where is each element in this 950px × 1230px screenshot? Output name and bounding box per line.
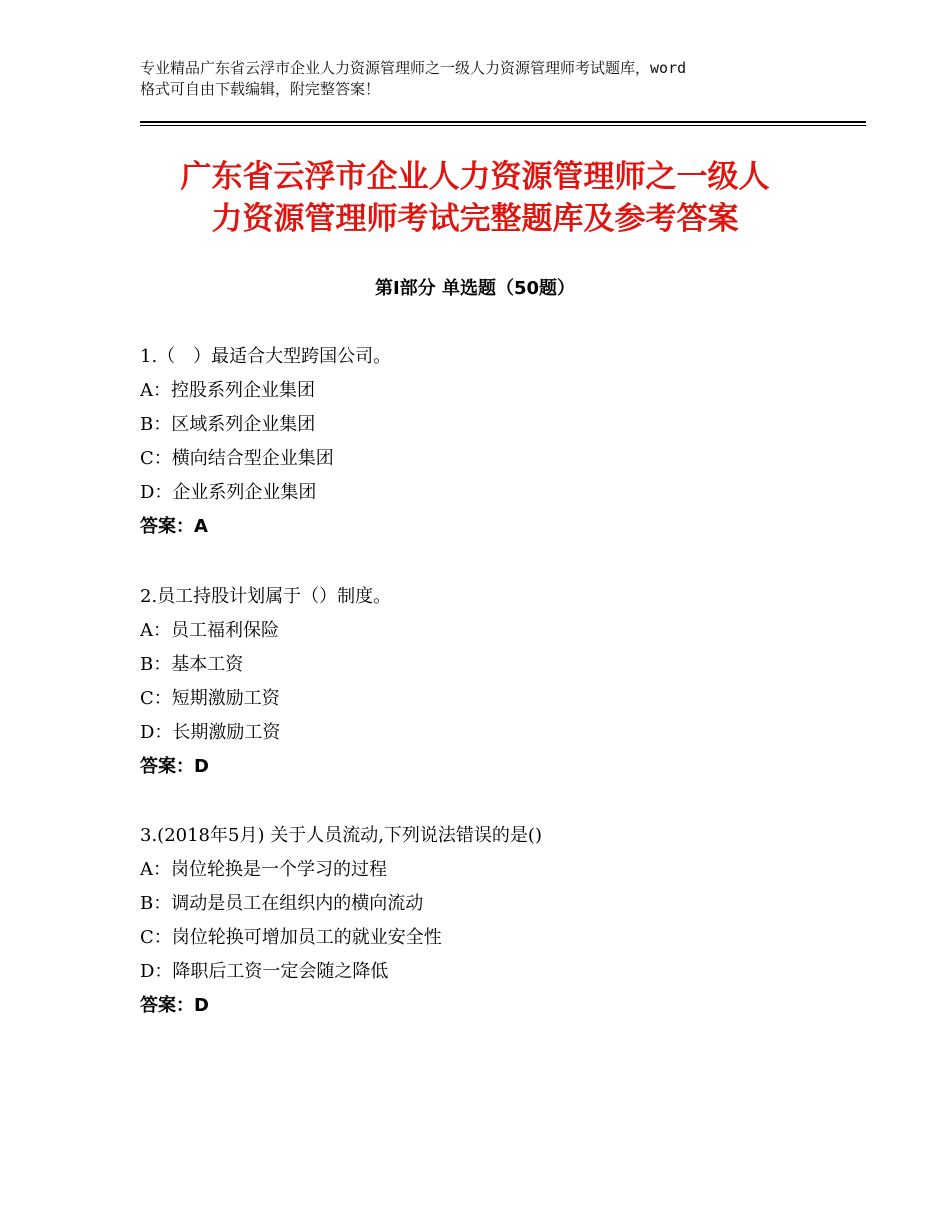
option-d: D：降职后工资一定会随之降低 bbox=[140, 961, 389, 982]
option-a: A：控股系列企业集团 bbox=[140, 380, 315, 401]
header-note bbox=[140, 58, 830, 100]
question-stem: 1.（ ）最适合大型跨国公司。 bbox=[140, 346, 392, 367]
header-divider-thick bbox=[140, 121, 866, 123]
option-c: C：横向结合型企业集团 bbox=[140, 448, 334, 469]
question-stem: 3.(2018年5月) 关于人员流动,下列说法错误的是() bbox=[140, 825, 542, 846]
option-c: C：岗位轮换可增加员工的就业安全性 bbox=[140, 927, 442, 948]
section-heading: 第Ⅰ部分 单选题（50题） bbox=[374, 278, 575, 299]
option-b: B：基本工资 bbox=[140, 654, 244, 675]
question-2 bbox=[140, 580, 860, 784]
question-3 bbox=[140, 819, 860, 1023]
header-divider-thin bbox=[140, 125, 866, 126]
option-b: B：区域系列企业集团 bbox=[140, 414, 316, 435]
document-title-line-2: 力资源管理师考试完整题库及参考答案 bbox=[211, 201, 739, 237]
header-note-line-2: 格式可自由下载编辑，附完整答案！ bbox=[140, 80, 381, 98]
document-title bbox=[100, 156, 850, 240]
option-d: D：长期激励工资 bbox=[140, 722, 281, 743]
question-stem: 2.员工持股计划属于（）制度。 bbox=[140, 586, 392, 607]
document-title-line-1: 广东省云浮市企业人力资源管理师之一级人 bbox=[180, 159, 770, 195]
option-b: B：调动是员工在组织内的横向流动 bbox=[140, 893, 424, 914]
question-1 bbox=[140, 340, 860, 544]
answer-label: 答案：D bbox=[140, 995, 209, 1016]
answer-label: 答案：D bbox=[140, 756, 209, 777]
header-note-line-1: 专业精品广东省云浮市企业人力资源管理师之一级人力资源管理师考试题库，word bbox=[140, 59, 687, 77]
option-a: A：员工福利保险 bbox=[140, 620, 279, 641]
option-d: D：企业系列企业集团 bbox=[140, 482, 317, 503]
answer-label: 答案：A bbox=[140, 516, 208, 537]
option-a: A：岗位轮换是一个学习的过程 bbox=[140, 859, 387, 880]
option-c: C：短期激励工资 bbox=[140, 688, 280, 709]
